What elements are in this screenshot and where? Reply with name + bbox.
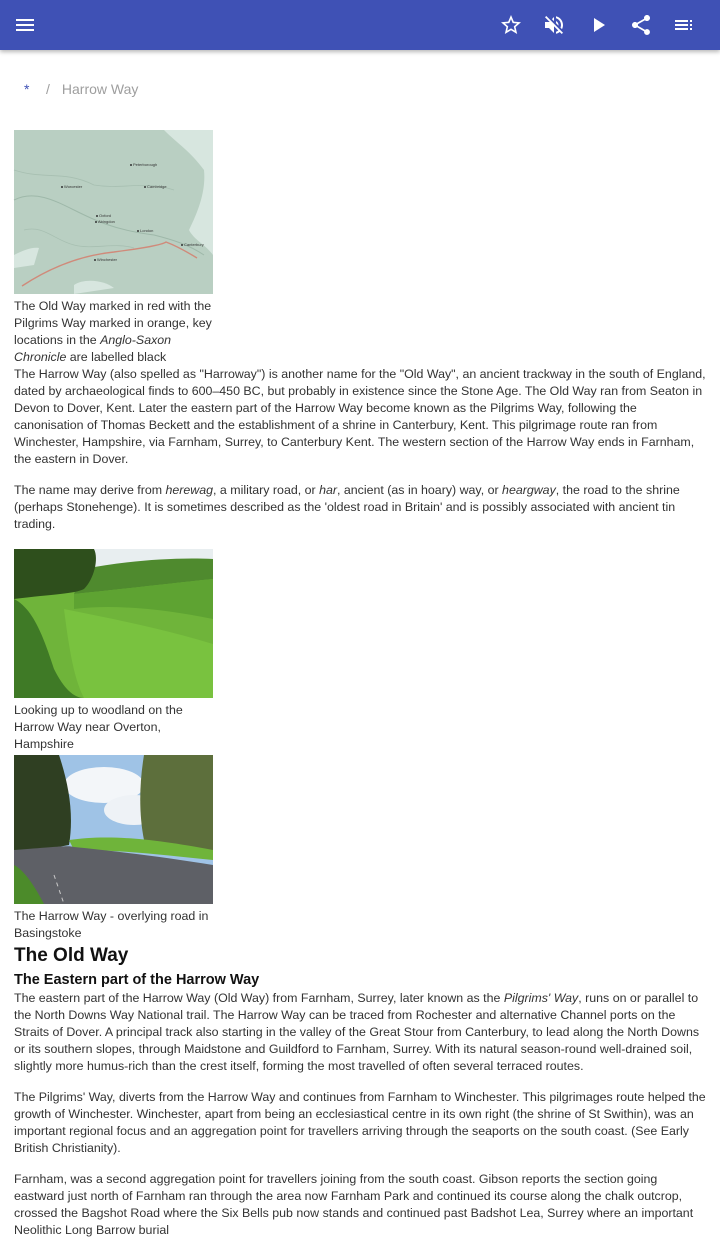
breadcrumb-current: Harrow Way	[61, 81, 139, 97]
road-photo[interactable]	[14, 755, 213, 904]
play-icon	[586, 13, 610, 37]
breadcrumb-home-link[interactable]: *	[24, 81, 30, 97]
figure-caption: The Harrow Way - overlying road in Basingstoke	[14, 909, 209, 940]
svg-text:London: London	[140, 228, 154, 233]
volume-off-icon	[542, 13, 566, 37]
svg-text:Winchester: Winchester	[97, 257, 118, 262]
share-icon	[629, 13, 653, 37]
intro-paragraph-1: The Harrow Way (also spelled as "Harroway") is another name for the "Old Way", an ancient trackway in the south of England, dated by archaeological finds to 600–450 BC, but probably in existence since the Stone Age. The Old Way ran from Seaton in Devon to Dover, Kent. Later the eastern part of the Harrow Way become known as the Pilgrims Way, following the canonisation of Thomas Beckett and the establishment of a shrine in Canterbury, Kent. This pilgrimage route ran from Winchester, Hampshire, via Farnham, Surrey, to Canterbury Kent. The western section of the Harrow Way ends in Farnham, the eastern in Dover.	[14, 367, 706, 466]
figure-caption	[14, 294, 213, 366]
article-content	[14, 130, 708, 1239]
svg-text:Peterborough: Peterborough	[133, 162, 158, 167]
caption-text: The Old Way marked in red with the Pilgrims Way marked in orange, key locations in the	[14, 299, 212, 347]
section-paragraph-2: The Pilgrims' Way, diverts from the Harrow Way and continues from Farnham to Winchester. This pilgrimages route helped the growth of Winchester. Winchester, apart from being an ecclesiastical centre in its own right (the shrine of St Swithin), was an important regional focus and an aggregation point for travellers arriving through the seaports on the south coast. (See Early British Christianity).	[14, 1090, 706, 1155]
field-photo[interactable]	[14, 549, 213, 698]
section-paragraph-3: Farnham, was a second aggregation point for travellers joining from the south coast. Gibson reports the section going eastward just north of Farnham ran through the area now Farnham Park and continued its course along the chalk outcrop, crossed the Bagshot Road where the Six Bells pub now stands and continued past Badshot Lea, Surrey where an important Neolithic Long Barrow burial	[14, 1172, 694, 1237]
caption-text: are labelled black	[66, 350, 167, 364]
svg-text:Cambridge: Cambridge	[147, 184, 167, 189]
svg-text:Canterbury: Canterbury	[184, 242, 204, 247]
svg-text:Oxford: Oxford	[99, 213, 112, 218]
share-button[interactable]	[621, 5, 661, 45]
star-outline-icon	[499, 13, 523, 37]
mute-button[interactable]	[534, 5, 574, 45]
svg-text:Worcester: Worcester	[64, 184, 83, 189]
play-button[interactable]	[578, 5, 618, 45]
section-title: The Old Way	[14, 945, 129, 966]
menu-button[interactable]	[5, 5, 45, 45]
caption-italic: Anglo-Saxon Chronicle	[14, 333, 172, 364]
figure-road	[14, 755, 213, 942]
playlist-icon	[672, 13, 696, 37]
menu-icon	[13, 13, 37, 37]
toc-button[interactable]	[664, 5, 704, 45]
map-image[interactable]	[14, 130, 213, 294]
section-subtitle: The Eastern part of the Harrow Way	[14, 972, 260, 988]
bookmark-button[interactable]	[491, 5, 531, 45]
svg-text:Abingdon: Abingdon	[98, 219, 115, 224]
figure-field	[14, 549, 213, 753]
app-bar	[0, 0, 720, 50]
intro-paragraph-2: The name may derive from herewag, a military road, or har, ancient (as in hoary) way, or heargway, the road to the shrine (perhaps Stonehenge). It is sometimes described as the 'oldest road in Britain' and is possibly associated with ancient tin trading.	[14, 483, 680, 531]
section-paragraph-1: The eastern part of the Harrow Way (Old Way) from Farnham, Surrey, later known as the Pilgrims' Way, runs on or parallel to the North Downs Way National trail. The Harrow Way can be traced from Rochester and alternative Channel ports on the Straits of Dover. A principal track also starting in the valley of the Great Stour from Canterbury, to lead along the North Downs or its southern slopes, through Maidstone and Guildford to Farnham, Surrey. With its natural season-round well-drained soil, slightly more humus-rich than the crest itself, forming the most travelled of often several terraced routes.	[14, 991, 700, 1073]
figure-map	[14, 130, 213, 366]
figure-caption: Looking up to woodland on the Harrow Way near Overton, Hampshire	[14, 703, 183, 751]
breadcrumb-separator: /	[46, 81, 50, 97]
breadcrumb	[24, 79, 138, 99]
